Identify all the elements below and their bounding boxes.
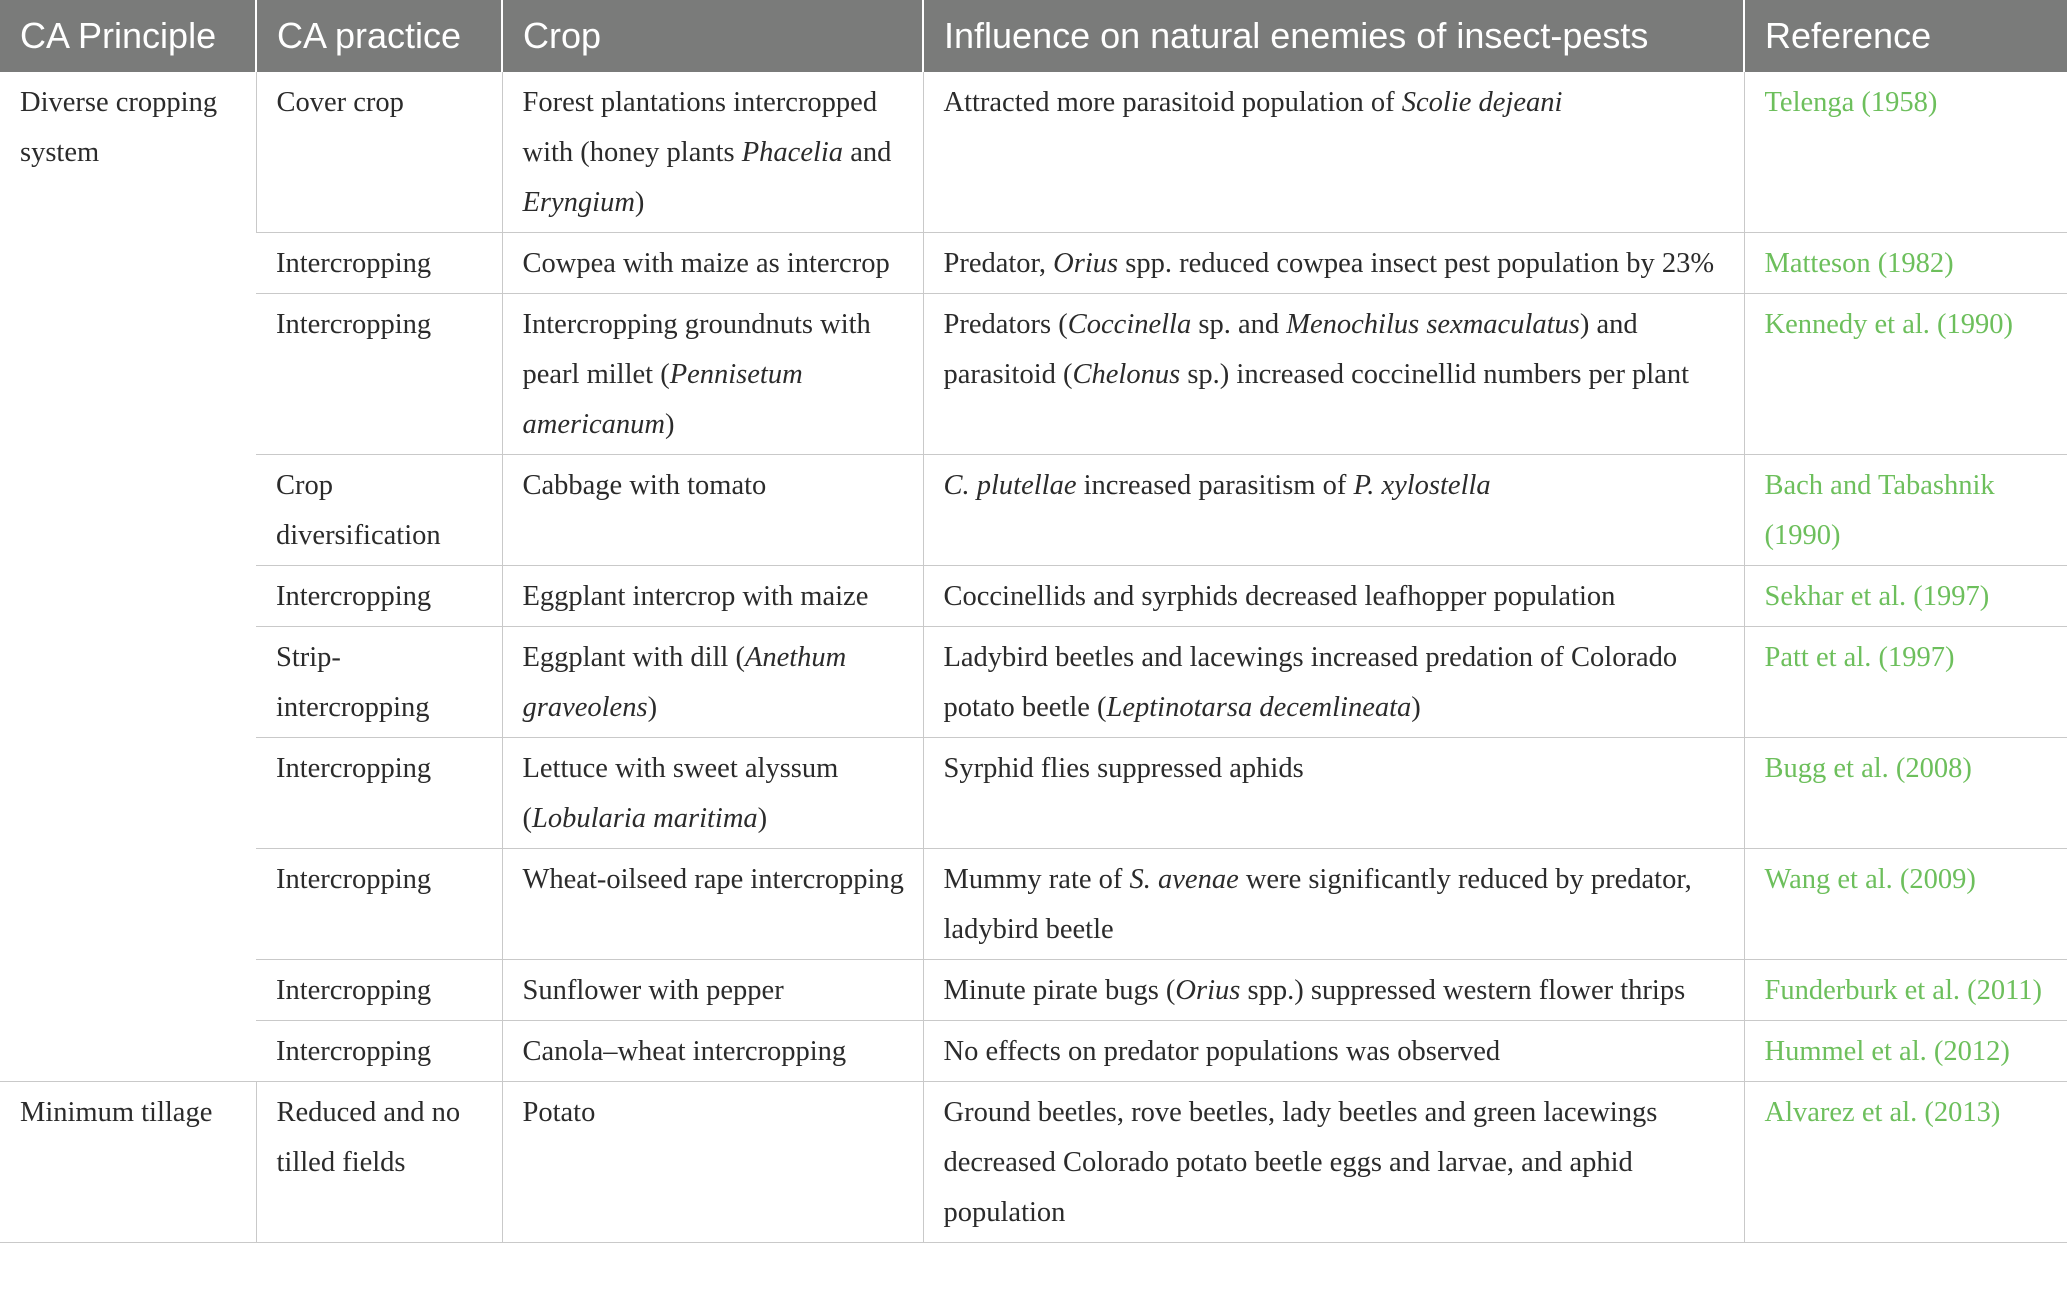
italic-term: Coccinella [1067,309,1192,340]
table-row [0,960,2067,1021]
table-row [0,738,2067,849]
cell-influence: No effects on predator populations was observed [923,1021,1744,1082]
cell-influence: Syrphid flies suppressed aphids [923,738,1744,849]
cell-ca-practice: Intercropping [256,233,502,294]
cell-influence: Coccinellids and syrphids decreased leafhopper population [923,566,1744,627]
reference-link[interactable]: Wang et al. (2009) [1744,849,2067,960]
cell-influence: C. plutellae increased parasitism of P. xylostella [923,455,1744,566]
reference-link[interactable]: Patt et al. (1997) [1744,627,2067,738]
table-row [0,455,2067,566]
cell-ca-principle: Diverse cropping system [0,72,256,1082]
reference-link[interactable]: Bugg et al. (2008) [1744,738,2067,849]
cell-crop: Sunflower with pepper [502,960,923,1021]
italic-term: Eryngium [522,187,635,218]
cell-ca-practice: Intercropping [256,566,502,627]
reference-link[interactable]: Kennedy et al. (1990) [1744,294,2067,455]
table-row [0,627,2067,738]
italic-term: Menochilus sexmaculatus [1286,309,1580,340]
reference-link[interactable]: Funderburk et al. (2011) [1744,960,2067,1021]
italic-term: C. plutellae [943,470,1077,501]
reference-link[interactable]: Bach and Tabashnik (1990) [1744,455,2067,566]
cell-influence: Mummy rate of S. avenae were significantly reduced by predator, ladybird beetle [923,849,1744,960]
italic-term: Anethum graveolens [522,642,847,723]
table-row [0,294,2067,455]
table-row [0,1082,2067,1243]
cell-ca-practice: Reduced and no tilled fields [256,1082,502,1243]
italic-term: P. xylostella [1353,470,1491,501]
cell-ca-practice: Intercropping [256,849,502,960]
cell-ca-practice: Intercropping [256,1021,502,1082]
reference-link[interactable]: Alvarez et al. (2013) [1744,1082,2067,1243]
cell-ca-practice: Intercropping [256,738,502,849]
cell-ca-principle: Minimum tillage [0,1082,256,1243]
cell-crop: Potato [502,1082,923,1243]
reference-link[interactable]: Matteson (1982) [1744,233,2067,294]
cell-ca-practice: Strip-intercropping [256,627,502,738]
header-reference: Reference [1744,0,2067,72]
header-ca-practice: CA practice [256,0,502,72]
cell-crop: Intercropping groundnuts with pearl millet (Pennisetum americanum) [502,294,923,455]
cell-crop: Lettuce with sweet alyssum (Lobularia maritima) [502,738,923,849]
header-influence: Influence on natural enemies of insect-pests [923,0,1744,72]
cell-ca-practice: Intercropping [256,294,502,455]
header-ca-principle: CA Principle [0,0,256,72]
header-row [0,0,2067,72]
reference-link[interactable]: Hummel et al. (2012) [1744,1021,2067,1082]
cell-crop: Cabbage with tomato [502,455,923,566]
cell-influence: Minute pirate bugs (Orius spp.) suppressed western flower thrips [923,960,1744,1021]
italic-term: S. avenae [1129,864,1239,895]
table-row [0,233,2067,294]
table-body [0,72,2067,1243]
cell-ca-practice: Crop diversification [256,455,502,566]
cell-crop: Cowpea with maize as intercrop [502,233,923,294]
table-row [0,1021,2067,1082]
italic-term: Orius [1053,248,1119,279]
table-header [0,0,2067,72]
cell-ca-practice: Cover crop [256,72,502,233]
italic-term: Chelonus [1072,359,1181,390]
cell-crop: Canola–wheat intercropping [502,1021,923,1082]
italic-term: Pennisetum americanum [522,359,803,440]
cell-influence: Predators (Coccinella sp. and Menochilus sexmaculatus) and parasitoid (Chelonus sp.) increased coccinellid numbers per plant [923,294,1744,455]
cell-ca-practice: Intercropping [256,960,502,1021]
cell-influence: Attracted more parasitoid population of Scolie dejeani [923,72,1744,233]
italic-term: Leptinotarsa decemlineata [1106,692,1412,723]
italic-term: Phacelia [741,137,844,168]
cell-crop: Eggplant intercrop with maize [502,566,923,627]
table-row [0,566,2067,627]
reference-link[interactable]: Sekhar et al. (1997) [1744,566,2067,627]
cell-influence: Predator, Orius spp. reduced cowpea insect pest population by 23% [923,233,1744,294]
cell-influence: Ground beetles, rove beetles, lady beetles and green lacewings decreased Colorado potato beetle eggs and larvae, and aphid population [923,1082,1744,1243]
cell-crop: Wheat-oilseed rape intercropping [502,849,923,960]
cell-crop: Forest plantations intercropped with (honey plants Phacelia and Eryngium) [502,72,923,233]
table-row [0,72,2067,233]
cell-crop: Eggplant with dill (Anethum graveolens) [502,627,923,738]
header-crop: Crop [502,0,923,72]
table-row [0,849,2067,960]
reference-link[interactable]: Telenga (1958) [1744,72,2067,233]
italic-term: Scolie dejeani [1401,87,1563,118]
italic-term: Lobularia maritima [532,803,758,834]
italic-term: Orius [1175,975,1241,1006]
cell-influence: Ladybird beetles and lacewings increased predation of Colorado potato beetle (Leptinotarsa decemlineata) [923,627,1744,738]
